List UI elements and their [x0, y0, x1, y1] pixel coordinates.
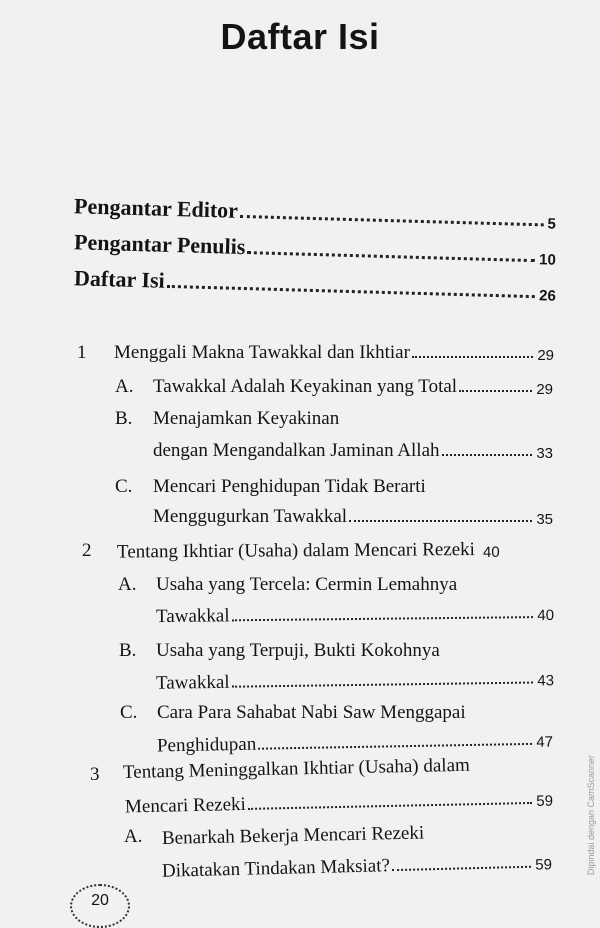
chapter-number: 3	[90, 764, 100, 785]
toc-page: 43	[537, 672, 555, 690]
toc-page: 35	[536, 511, 553, 528]
toc-section-1c	[153, 506, 553, 528]
toc-label: Daftar Isi	[73, 265, 166, 293]
toc-label-line: Menajamkan Keyakinan	[153, 408, 340, 429]
toc-leader	[167, 285, 536, 298]
toc-label: Menggugurkan Tawakkal	[153, 506, 348, 527]
toc-page: 59	[536, 792, 554, 810]
toc-leader	[459, 390, 532, 392]
toc-label-line: Mencari Penghidupan Tidak Berarti	[153, 476, 426, 497]
toc-page: 10	[538, 251, 557, 269]
toc-label-line: Usaha yang Terpuji, Bukti Kokohnya	[156, 640, 440, 661]
toc-leader	[247, 251, 535, 262]
toc-chapter-1	[114, 342, 554, 364]
scanner-watermark: Dipindai dengan CamScanner	[586, 754, 596, 875]
toc-leader	[248, 802, 532, 810]
toc-label: Penghidupan	[156, 733, 257, 757]
toc-label: Tawakkal	[155, 605, 230, 628]
toc-leader	[232, 682, 534, 688]
section-letter: C.	[120, 702, 138, 723]
toc-label: Tawakkal Adalah Keyakinan yang Total	[153, 376, 458, 397]
toc-leader	[392, 866, 531, 871]
section-letter: B.	[119, 640, 137, 661]
page-number: 20	[70, 884, 130, 928]
chapter-number: 1	[77, 342, 87, 363]
toc-section-1a	[153, 376, 553, 398]
toc-leader	[412, 356, 533, 358]
chapter-number: 2	[82, 540, 92, 561]
toc-page: 33	[536, 445, 553, 462]
section-letter: A.	[115, 376, 134, 397]
toc-front-daftar-isi	[74, 265, 557, 304]
section-letter: B.	[115, 408, 133, 429]
toc-page: 29	[536, 381, 553, 398]
toc-section-1b	[153, 440, 553, 462]
toc-page: 29	[537, 347, 554, 364]
toc-label-line: Usaha yang Tercela: Cermin Lemahnya	[156, 574, 458, 595]
section-letter: C.	[115, 476, 133, 497]
toc-chapter-2	[117, 538, 554, 563]
toc-label: Dikatakan Tindakan Maksiat?	[161, 855, 391, 882]
toc-leader	[442, 454, 533, 456]
toc-leader	[349, 520, 532, 522]
toc-label: Pengantar Penulis	[73, 229, 246, 260]
toc-section-2b	[156, 667, 554, 695]
toc-section-3a	[162, 851, 552, 883]
section-letter: A.	[124, 826, 143, 847]
toc-front-editor	[74, 193, 557, 232]
toc-label-line: Benarkah Bekerja Mencari Rezeki	[161, 822, 425, 849]
toc-label: Pengantar Editor	[73, 193, 239, 223]
toc-front-penulis	[74, 229, 557, 268]
toc-label: Tawakkal	[155, 671, 230, 694]
toc-label-line: Tentang Meninggalkan Ikhtiar (Usaha) dalam	[122, 754, 471, 783]
toc-leader	[232, 616, 534, 621]
toc-section-2a	[156, 602, 554, 628]
toc-page: 5	[547, 215, 557, 233]
toc-label: Tentang Ikhtiar (Usaha) dalam Mencari Rezeki	[116, 539, 476, 563]
toc-page: 26	[538, 287, 557, 305]
toc-label: dengan Mengandalkan Jaminan Allah	[153, 440, 440, 461]
toc-label: Menggali Makna Tawakkal dan Ikhtiar	[114, 342, 410, 363]
toc-leader	[258, 743, 532, 750]
page-title: Daftar Isi	[220, 16, 380, 57]
toc-page: 40	[482, 543, 500, 561]
toc-page: 47	[536, 733, 554, 751]
toc-label-line: Cara Para Sahabat Nabi Saw Menggapai	[157, 702, 466, 723]
toc-section-2c	[157, 729, 553, 758]
toc-label: Mencari Rezeki	[124, 793, 247, 818]
section-letter: A.	[118, 574, 137, 595]
toc-page: 40	[537, 606, 555, 625]
toc-chapter-3	[125, 788, 553, 819]
toc-leader	[240, 215, 544, 226]
toc-page: 59	[535, 856, 553, 874]
